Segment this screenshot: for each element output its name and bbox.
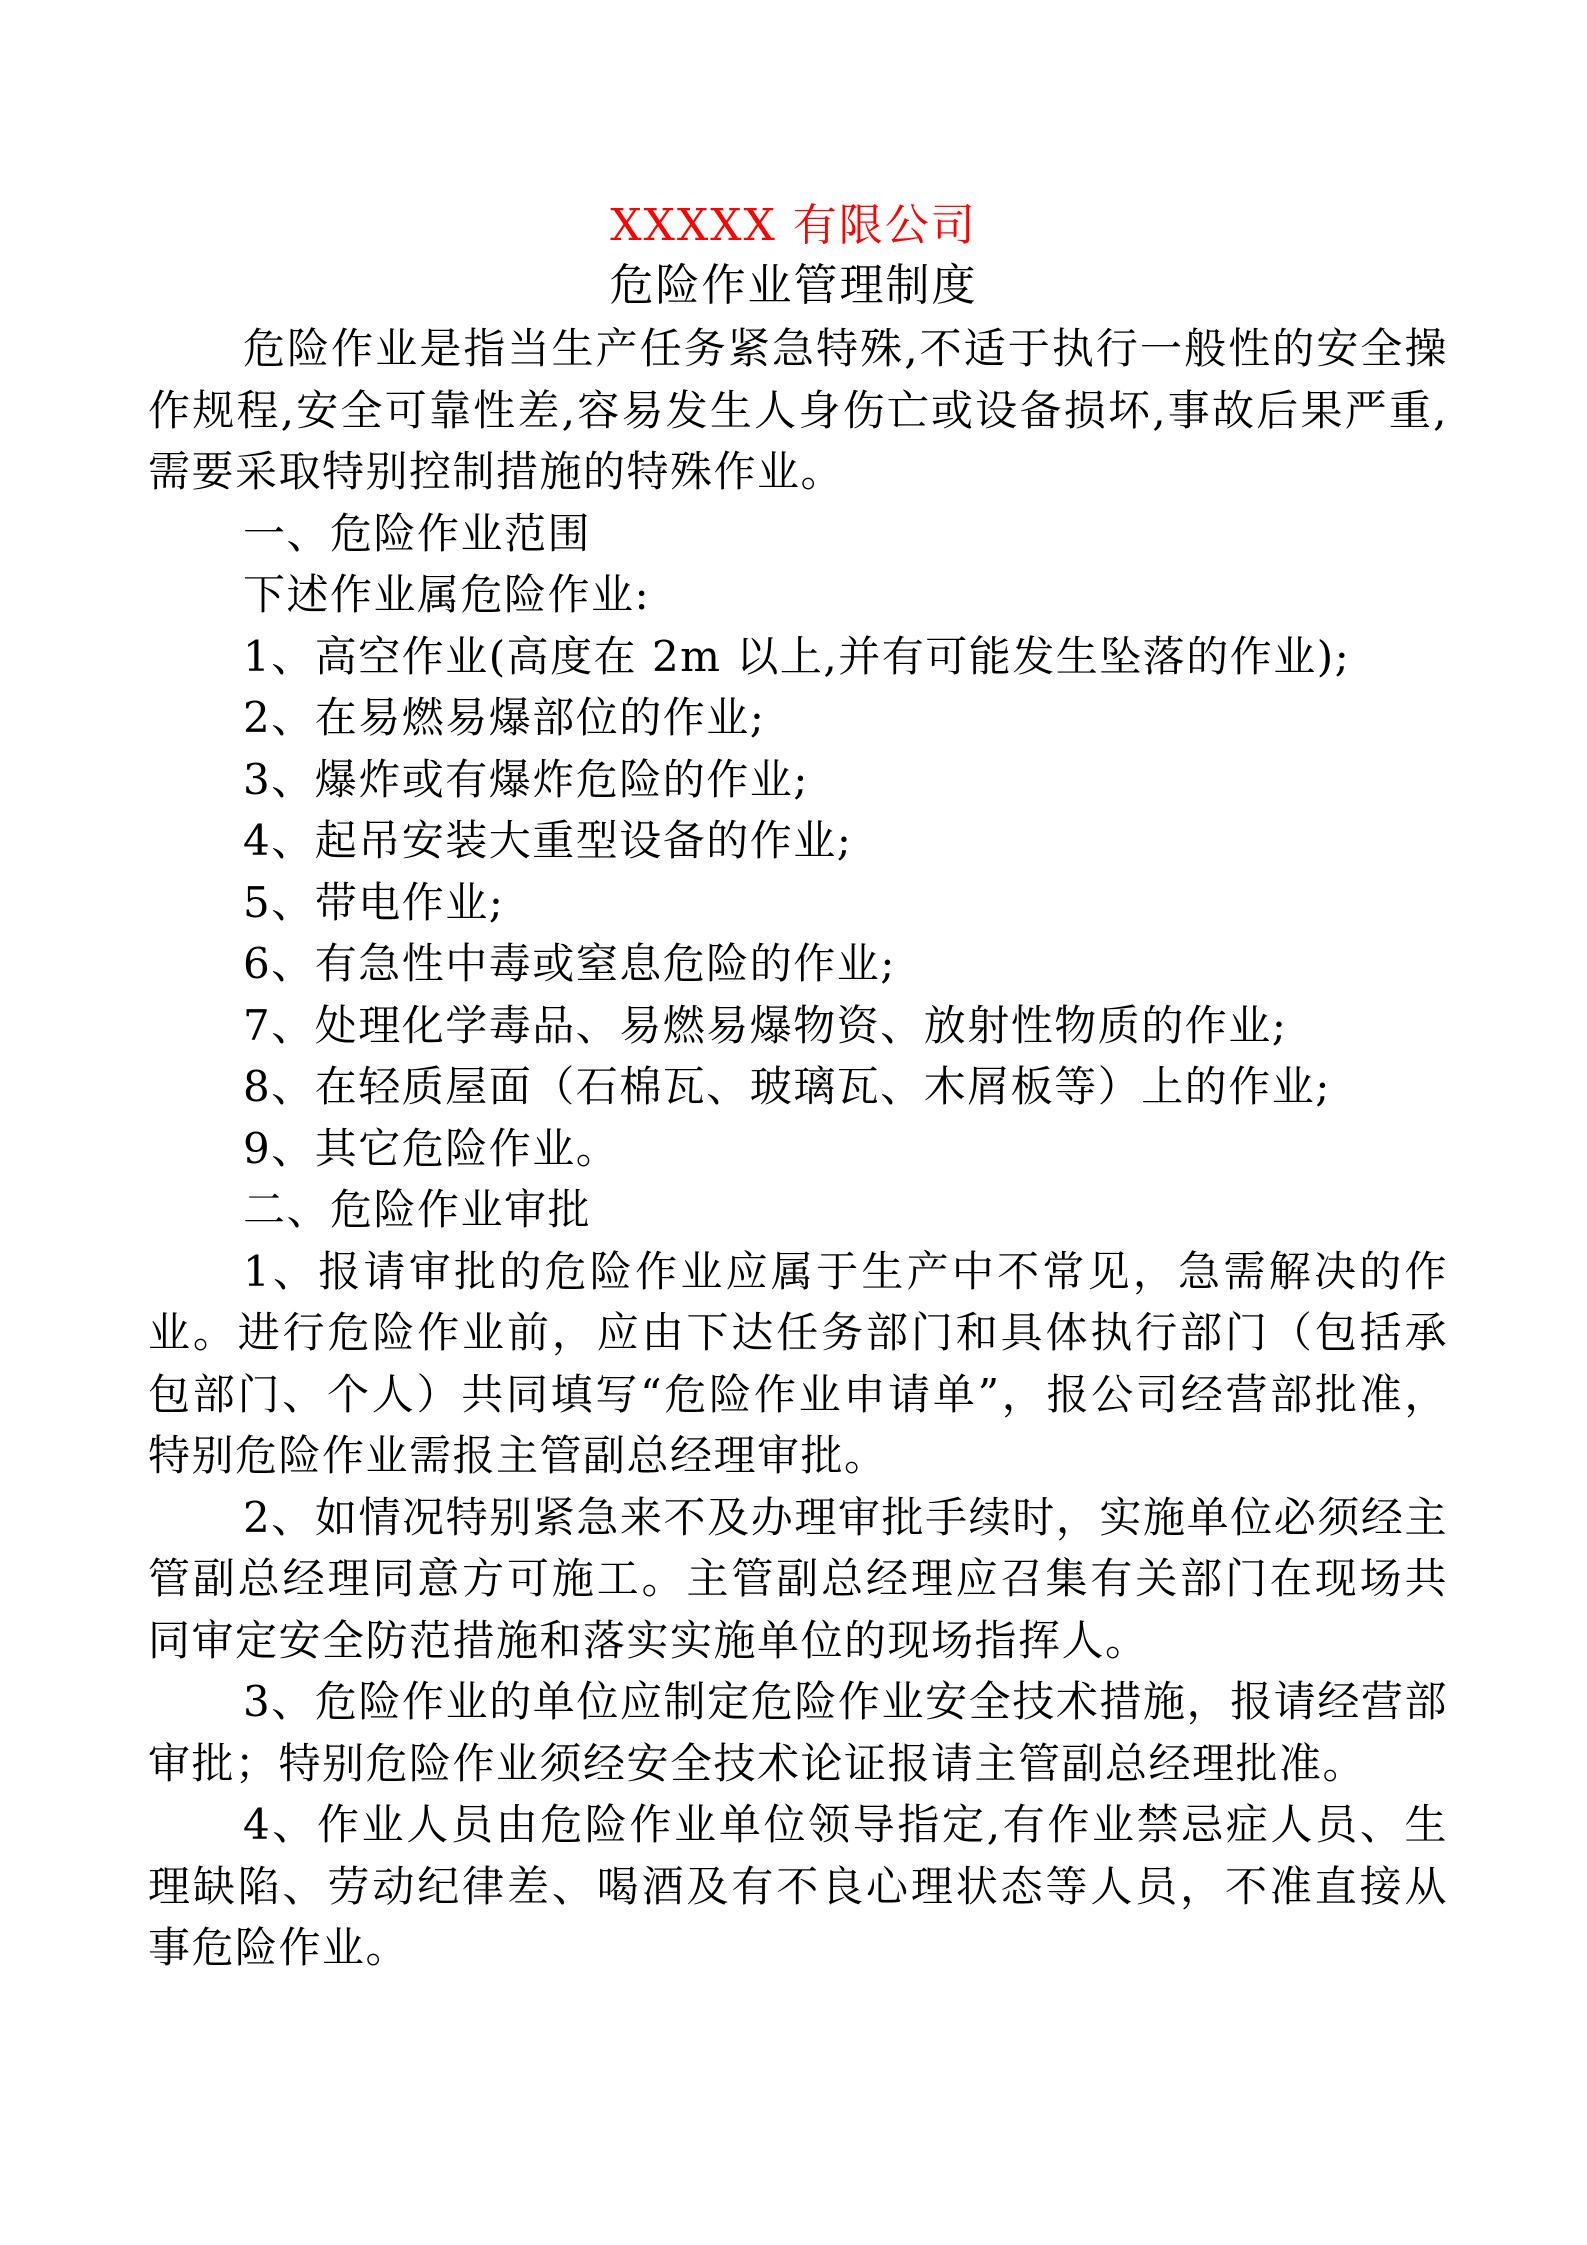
section-lead: 下述作业属危险作业: xyxy=(243,570,651,619)
list-item: 8、在轻质屋面（石棉瓦、玻璃瓦、木屑板等）上的作业; xyxy=(243,1062,1331,1111)
list-item: 5、带电作业; xyxy=(243,877,505,927)
approval-paragraph: 1、报请审批的危险作业应属于生产中不常见，急需解决的作业。进行危险作业前，应由下达任务部门和具体执行部门（包括承包部门、个人）共同填写“危险作业申请单”，报公司经营部批准，特别危险作业需报主管副总经理审批。 xyxy=(148,1246,1448,1480)
list-item: 2、在易燃易爆部位的作业; xyxy=(243,693,766,742)
approval-paragraph: 3、危险作业的单位应制定危险作业安全技术措施，报请经营部审批；特别危险作业须经安全技术论证报请主管副总经理批准。 xyxy=(148,1677,1448,1788)
intro-paragraph: 危险作业是指当生产任务紧急特殊,不适于执行一般性的安全操作规程,安全可靠性差,容易发生人身伤亡或设备损坏,事故后果严重,需要采取特别控制措施的特殊作业。 xyxy=(148,324,1448,496)
company-name: XXXXX 有限公司 xyxy=(610,200,977,251)
approval-paragraph: 4、作业人员由危险作业单位领导指定,有作业禁忌症人员、生理缺陷、劳动纪律差、喝酒及有不良心理状态等人员，不准直接从事危险作业。 xyxy=(148,1800,1448,1972)
document-title: 危险作业管理制度 xyxy=(609,260,978,311)
section-heading-scope: 一、危险作业范围 xyxy=(243,508,592,558)
approval-paragraph: 2、如情况特别紧急来不及办理审批手续时，实施单位必须经主管副总经理同意方可施工。主管副总经理应召集有关部门在现场共同审定安全防范措施和落实实施单位的现场指挥人。 xyxy=(148,1492,1448,1665)
list-item: 9、其它危险作业。 xyxy=(243,1123,620,1173)
document-body xyxy=(148,318,1448,1979)
list-item: 1、高空作业(高度在 2m 以上,并有可能发生坠落的作业); xyxy=(243,631,1351,681)
list-item: 3、爆炸或有爆炸危险的作业; xyxy=(243,754,809,804)
list-item: 6、有急性中毒或窒息危险的作业; xyxy=(243,939,896,988)
section-heading-approval: 二、危险作业审批 xyxy=(243,1185,592,1234)
list-item: 7、处理化学毒品、易燃易爆物资、放射性物质的作业; xyxy=(243,1000,1288,1050)
list-item: 4、起吊安装大重型设备的作业; xyxy=(243,816,853,865)
